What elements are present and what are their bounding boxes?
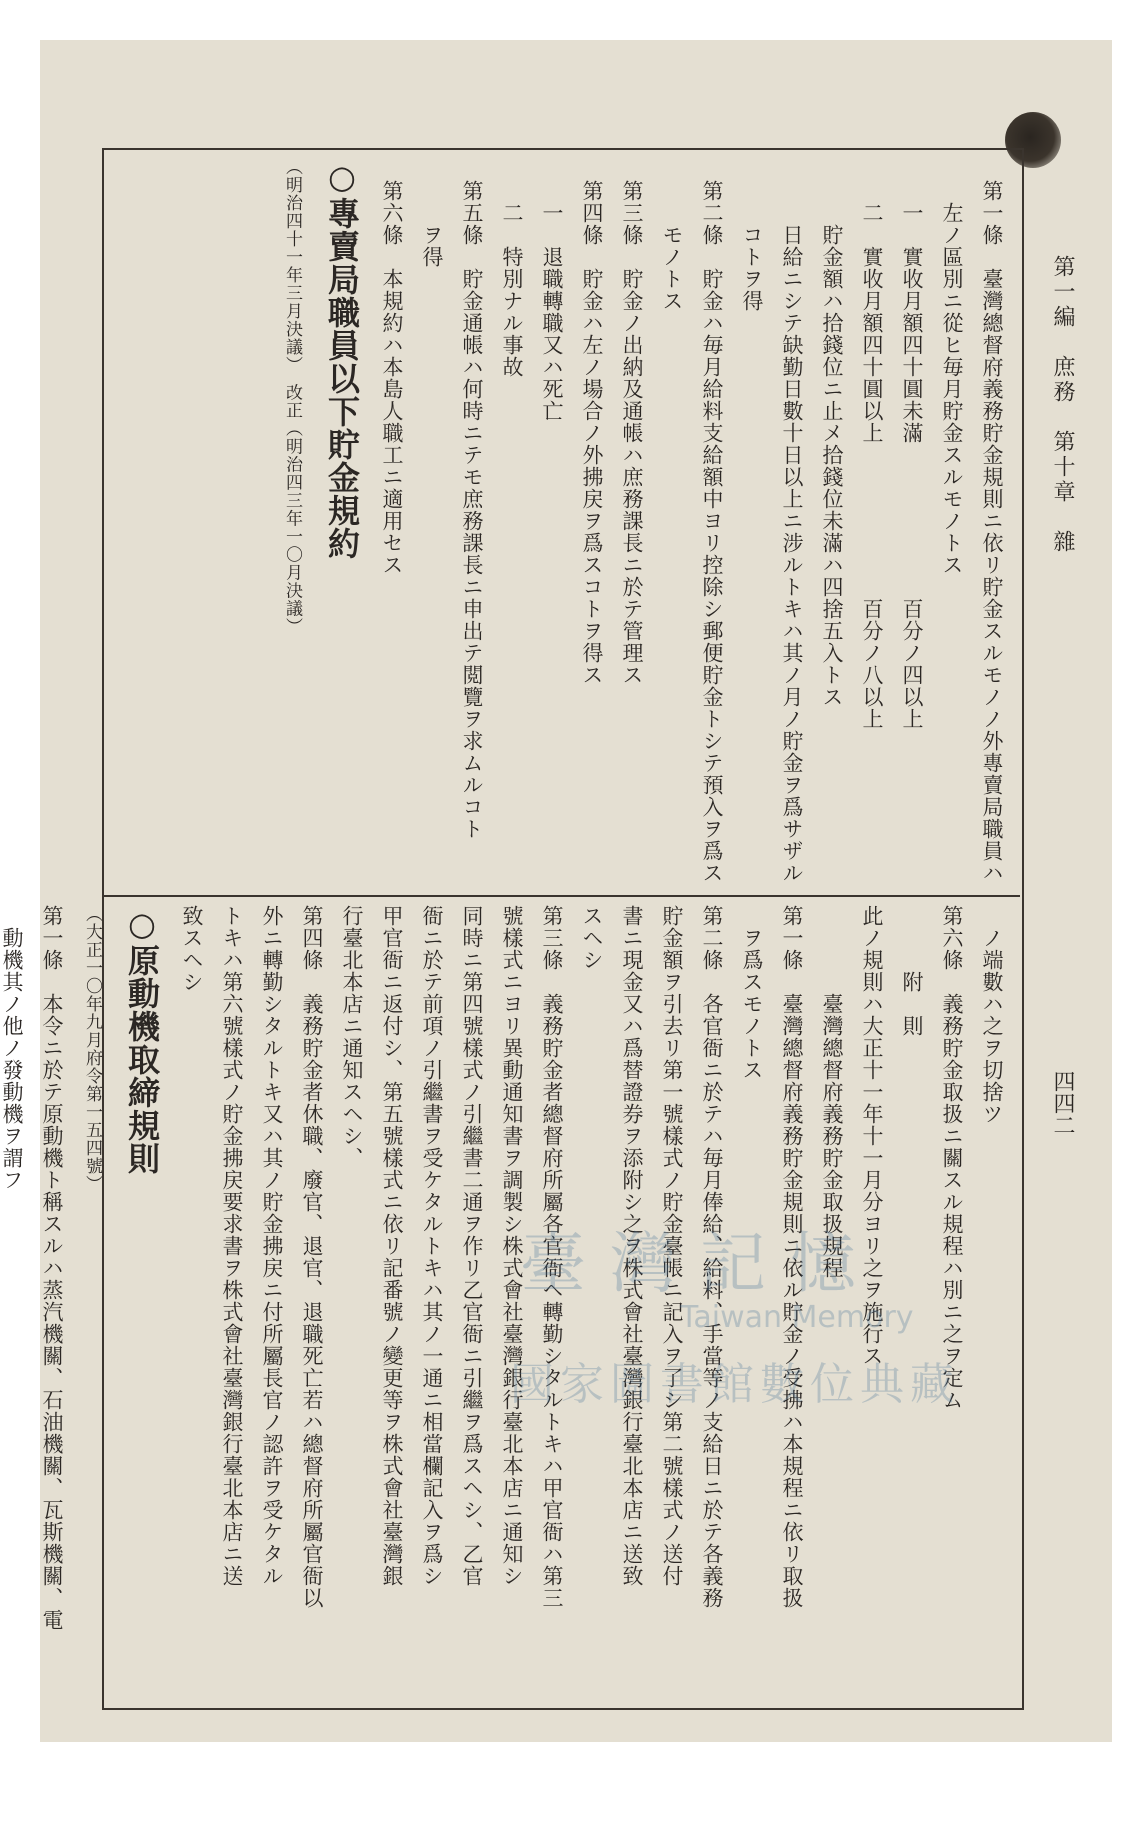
upper-line: 一 退職轉職又ハ死亡	[540, 158, 564, 422]
upper-line: 第四條 貯金ハ左ノ場合ノ外拂戻ヲ爲スコトヲ得ス	[580, 158, 604, 686]
upper-line: 第三條 貯金ノ出納及通帳ハ庶務課長ニ於テ管理ス	[620, 158, 644, 686]
watermark-title: 臺灣記憶	[520, 1225, 880, 1302]
upper-line: 日給ニシテ缺勤日數十日以上ニ涉ルトキハ其ノ月ノ貯金ヲ爲サザル	[780, 158, 804, 884]
watermark-subtitle: 國家圖書館數位典藏	[510, 1359, 960, 1410]
upper-line: 二 特別ナル事故	[500, 158, 524, 378]
lower-line: 貯金額ヲ引去リ第一號樣式ノ貯金臺帳ニ記入ヲ了シ第二號樣式ノ送付	[660, 905, 684, 1587]
lower-line: 號樣式ニヨリ異動通知書ヲ調製シ株式會社臺灣銀行臺北本店ニ通知シ	[500, 905, 524, 1587]
upper-line: 第五條 貯金通帳ハ何時ニテモ庶務課長ニ申出テ閲覽ヲ求ムルコト	[460, 158, 484, 840]
upper-line: 第二條 貯金ハ毎月給料支給額中ヨリ控除シ郵便貯金トシテ預入ヲ爲ス	[700, 158, 724, 884]
upper-line: ヲ得	[420, 158, 444, 268]
upper-line: 二 實收月額四十圓以上 百分ノ八以上	[860, 158, 884, 730]
upper-text-block	[110, 158, 1012, 886]
lower-line: 書ニ現金又ハ爲替證券ヲ添附シ之ヲ株式會社臺灣銀行臺北本店ニ送致	[620, 905, 644, 1587]
lower-line: 同時ニ第四號樣式ノ引繼書二通ヲ作リ乙官衙ニ引繼ヲ爲スヘシ、乙官	[460, 905, 484, 1587]
lower-heading: ○原動機取締規則	[123, 905, 161, 1175]
upper-line: 一 實收月額四十圓未滿 百分ノ四以上	[900, 158, 924, 730]
lower-line: ノ端數ハ之ヲ切捨ツ	[980, 905, 1004, 1125]
lower-line: 衙ニ於テ前項ノ引繼書ヲ受ケタルトキハ其ノ一通ニ相當欄記入ヲ爲シ	[420, 905, 444, 1587]
running-head: 第一編 庶務 第十章 雜	[1050, 255, 1075, 555]
lower-line: 第四條 義務貯金者休職、廢官、退官、退職死亡若ハ總督府所屬官衙以	[300, 905, 324, 1609]
upper-line: コトヲ得	[740, 158, 764, 312]
lower-line: 第三條 義務貯金者總督府所屬各官衙ヘ轉勤シタルトキハ甲官衙ハ第三	[540, 905, 564, 1609]
upper-note: （明治四十一年三月決議） 改正（明治四三年一〇月決議）	[282, 158, 302, 636]
watermark-english: Taiwan Memory	[680, 1300, 914, 1335]
lower-line: 此ノ規則ハ大正十一年十一月分ヨリ之ヲ施行ス	[860, 905, 884, 1367]
upper-heading: ○專賣局職員以下貯金規約	[323, 158, 361, 560]
lower-line: ヲ爲スモノトス	[740, 905, 764, 1081]
lower-line: 行臺北本店ニ通知スヘシ、	[340, 905, 364, 1169]
upper-line: 第一條 臺灣總督府義務貯金規則ニ依リ貯金スルモノノ外專賣局職員ハ	[980, 158, 1004, 884]
section-divider	[102, 895, 1020, 897]
lower-note: （大正一〇年九月府令第一五四號）	[82, 905, 102, 1193]
upper-line: モノトス	[660, 158, 684, 312]
upper-line: 貯金額ハ拾錢位ニ止メ拾錢位未滿ハ四捨五入トス	[820, 158, 844, 708]
lower-text-block	[0, 905, 1012, 1700]
upper-line: 左ノ區別ニ從ヒ毎月貯金スルモノトス	[940, 158, 964, 576]
lower-line: 附 則	[900, 905, 924, 1037]
lower-line: 外ニ轉勤シタルトキ又ハ其ノ貯金拂戻ニ付所屬長官ノ認許ヲ受ケタル	[260, 905, 284, 1587]
lower-line: 動機其ノ他ノ發動機ヲ謂フ	[0, 905, 24, 1191]
lower-line: 第二條 各官衙ニ於テハ毎月俸給、給料、手當等ノ支給日ニ於テ各義務	[700, 905, 724, 1609]
lower-line: 臺灣總督府義務貯金取扱規程	[820, 905, 844, 1279]
lower-line: 致スヘシ	[180, 905, 204, 993]
lower-line: 甲官衙ニ返付シ、第五號樣式ニ依リ記番號ノ變更等ヲ株式會社臺灣銀	[380, 905, 404, 1587]
lower-line: 第一條 臺灣總督府義務貯金規則ニ依ル貯金ノ受拂ハ本規程ニ依リ取扱	[780, 905, 804, 1609]
lower-line: スヘシ	[580, 905, 604, 971]
page-number: 四四二	[1050, 1070, 1075, 1136]
upper-line: 第六條 本規約ハ本島人職工ニ適用セス	[380, 158, 404, 576]
lower-line: トキハ第六號樣式ノ貯金拂戻要求書ヲ株式會社臺灣銀行臺北本店ニ送	[220, 905, 244, 1587]
lower-line: 第一條 本令ニ於テ原動機ト稱スルハ蒸汽機關、石油機關、瓦斯機關、電	[40, 905, 64, 1631]
lower-line: 第六條 義務貯金取扱ニ關スル規程ハ別ニ之ヲ定ム	[940, 905, 964, 1411]
